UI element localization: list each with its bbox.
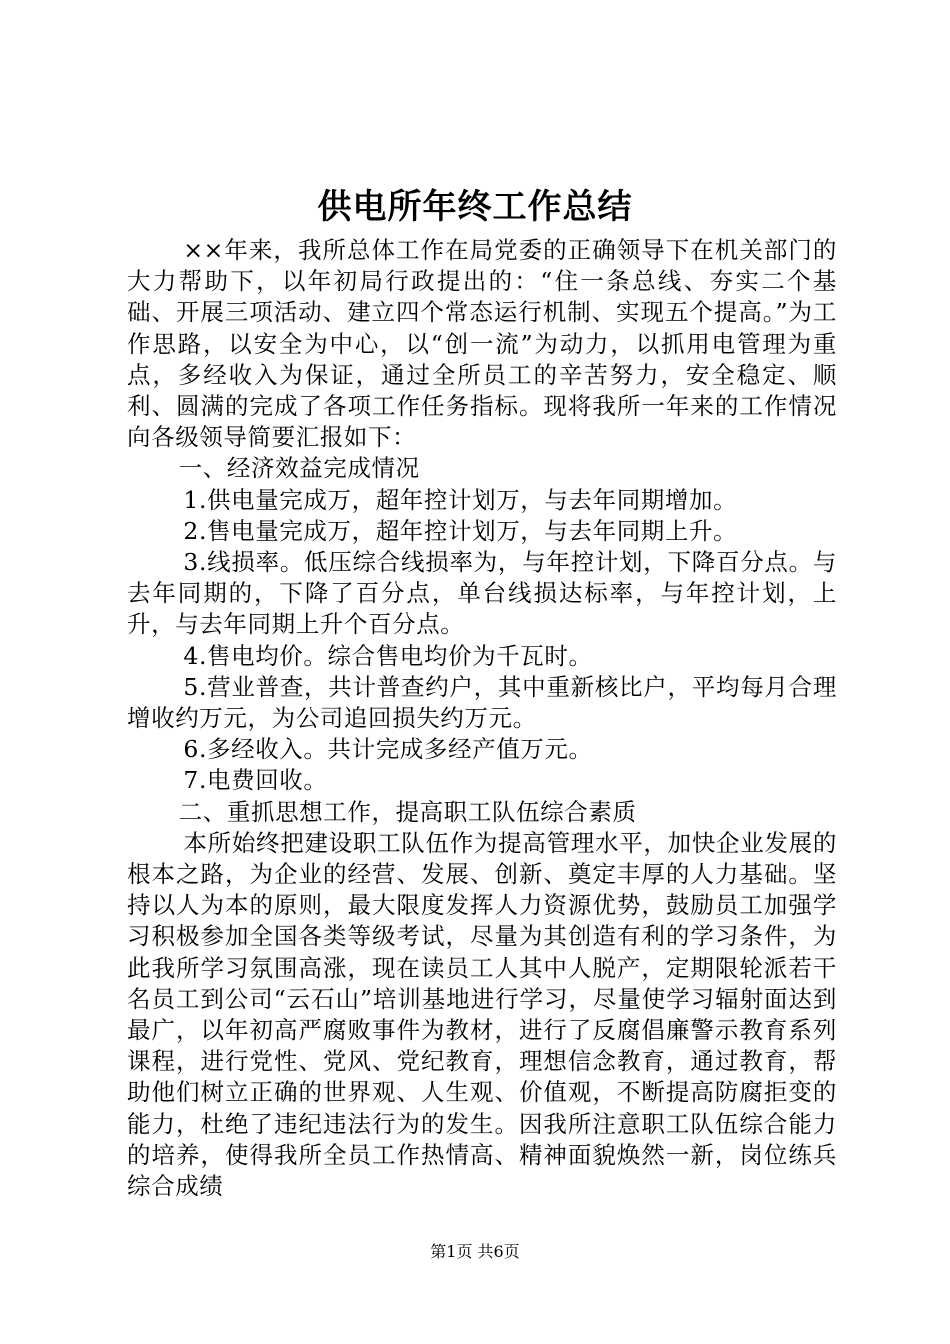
section-2-paragraph: 本所始终把建设职工队伍作为提高管理水平，加快企业发展的根本之路，为企业的经营、发展、创新、奠定丰厚的人力基础。坚持以人为本的原则，最大限度发挥人力资源优势，鼓励员工加强学习积极参加全国各类等级考试，尽量为其创造有利的学习条件，为此我所学习氛围高涨，现在读员工人其中人脱产，定期限轮派若干名员工到公司“云石山”培训基地进行学习，尽量使学习辐射面达到最广，以年初高严腐败事件为教材，进行了反腐倡廉警示教育系列课程，进行党性、党风、党纪教育，理想信念教育，通过教育，帮助他们树立正确的世界观、人生观、价值观，不断提高防腐拒变的能力，杜绝了违纪违法行为的发生。因我所注意职工队伍综合能力的培养，使得我所全员工作热情高、精神面貌焕然一新，岗位练兵综合成绩	[127, 828, 837, 1201]
list-item-6: 6.多经收入。共计完成多经产值万元。	[183, 735, 593, 764]
list-item-1: 1.供电量完成万，超年控计划万，与去年同期增加。	[183, 485, 738, 514]
section-heading-1: 一、经济效益完成情况	[178, 454, 420, 483]
intro-paragraph: ××年来，我所总体工作在局党委的正确领导下在机关部门的大力帮助下，以年初局行政提出的：“住一条总线、夯实二个基础、开展三项活动、建立四个常态运行机制、实现五个提高。”为工作思路，以安全为中心，以“创一流”为动力，以抓用电管理为重点，多经收入为保证，通过全所员工的辛苦努力，安全稳定、顺利、圆满的完成了各项工作任务指标。现将我所一年来的工作情况向各级领导简要汇报如下：	[127, 236, 837, 452]
list-item-3: 3.线损率。低压综合线损率为，与年控计划，下降百分点。与去年同期的，下降了百分点，单台线损达标率，与年控计划，上升，与去年同期上升个百分点。	[127, 548, 837, 639]
section-heading-2: 二、重抓思想工作，提高职工队伍综合素质	[178, 797, 637, 826]
list-item-7: 7.电费回收。	[183, 766, 328, 795]
document-body	[127, 235, 837, 1202]
document-title: 供电所年终工作总结	[317, 187, 633, 227]
list-item-2: 2.售电量完成万，超年控计划万，与去年同期上升。	[183, 516, 738, 545]
page-number-footer: 第1页 共6页	[430, 1242, 520, 1261]
list-item-4: 4.售电均价。综合售电均价为千瓦时。	[183, 641, 593, 670]
list-item-5: 5.营业普查，共计普查约户，其中重新核比户，平均每月合理增收约万元，为公司追回损失约万元。	[127, 672, 837, 733]
